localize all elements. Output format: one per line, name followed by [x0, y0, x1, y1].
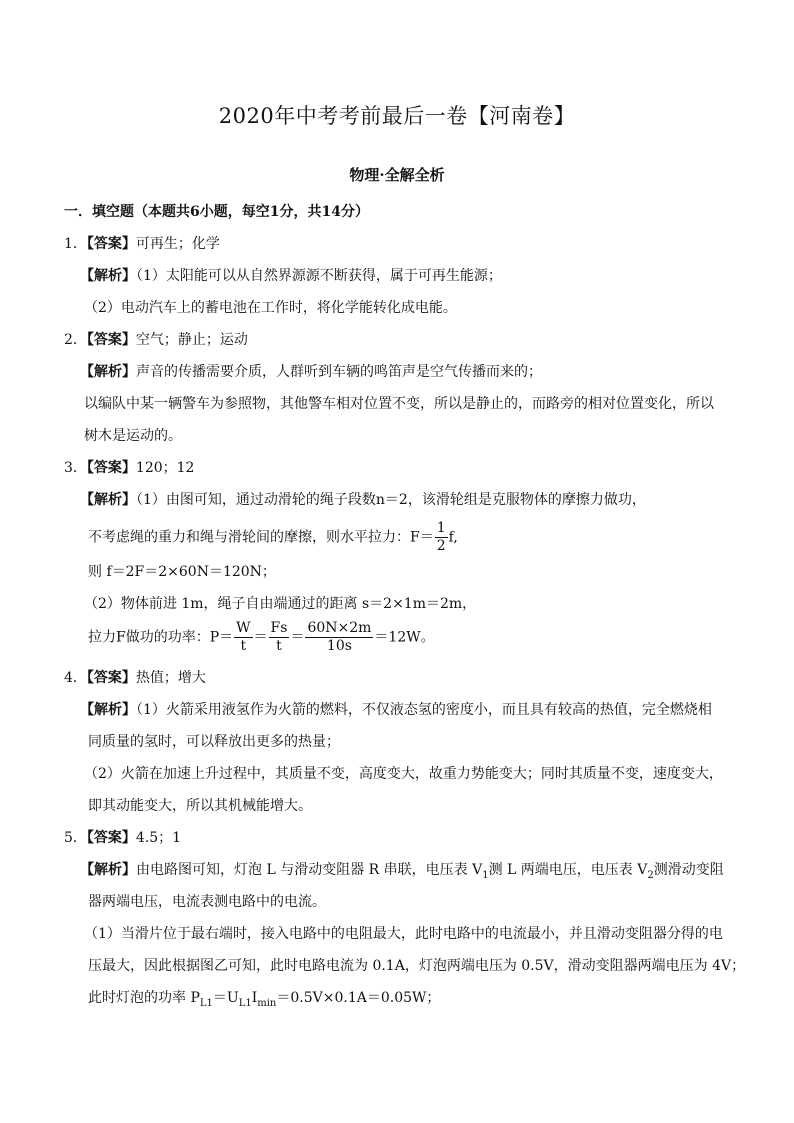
subscript: 1: [482, 869, 489, 881]
q2-explanation-2: 以编队中某一辆警车为参照物，其他警车相对位置不变，所以是静止的，而路旁的相对位置变化，所以: [84, 396, 714, 412]
subscript: min: [257, 997, 277, 1009]
q1-answer: 可再生；化学: [135, 236, 220, 252]
q5-exp5-d: ＝0.5V×0.1A＝0.05W；: [276, 990, 441, 1006]
q1-answer-tag: 【答案】: [86, 236, 136, 252]
fraction-denominator: 2: [436, 538, 446, 554]
q4-explanation-2: 同质量的氢时，可以释放出更多的热量；: [88, 734, 340, 750]
q1-number: 1．: [64, 236, 87, 252]
fraction-numerator: 60N×2m: [307, 620, 372, 636]
q5-exp1-a: 由电路图可知，灯泡 L 与滑动变阻器 R 串联，电压表 V: [136, 862, 483, 878]
q2-number: 2．: [64, 332, 87, 348]
q3-explanation-3: 则 f＝2F＝2×60N＝120N；: [88, 564, 276, 580]
q4-answer: 热值；增大: [135, 670, 206, 686]
q5-exp1-c: 测滑动变阻: [653, 862, 724, 878]
subscript: L1: [238, 997, 252, 1009]
q5-explanation-5: [88, 988, 440, 1014]
q4-explanation-3: （2）火箭在加速上升过程中，其质量不变，高度变大，故重力势能变大；同时其质量不变，速度变大，: [84, 766, 723, 782]
q1-explanation-text-1: （1）太阳能可以从自然界源源不断获得，属于可再生能源；: [136, 268, 502, 284]
page-title: 2020年中考考前最后一卷【河南卷】: [218, 104, 576, 128]
fraction-w-over-t: [234, 620, 252, 655]
fraction-denominator: t: [240, 638, 247, 654]
q4-explanation-4: 即其动能变大，所以其机械能增大。: [88, 798, 312, 814]
q1-explanation-tag: 【解析】: [80, 268, 136, 284]
q5-explanation-4: 压最大，因此根据图乙可知，此时电路电流为 0.1A，灯泡两端电压为 0.5V，滑动变阻器两端电压为 4V；: [88, 958, 746, 974]
fraction-half: [435, 520, 448, 555]
q4-answer-line: [64, 668, 206, 688]
q3-exp5-result: ＝12W。: [374, 629, 435, 646]
q1-answer-line: [64, 234, 220, 254]
equals-sign: ＝: [253, 629, 268, 646]
page-subtitle: 物理·全解全析: [349, 166, 445, 184]
q3-exp2-text: 不考虑绳的重力和绳与滑轮间的摩擦，则水平拉力：F＝: [88, 529, 434, 546]
fraction-denominator: t: [276, 638, 282, 654]
fraction-numerator: W: [236, 620, 251, 636]
q2-explanation-tag: 【解析】: [80, 364, 136, 380]
q4-explanation-1: [80, 700, 712, 720]
q3-number: 3．: [64, 460, 87, 476]
q4-explanation-text-1: （1）火箭采用液氢作为火箭的燃料，不仅液态氢的密度小，而且具有较高的热值，完全燃烧相: [136, 702, 712, 718]
q3-explanation-text-1: （1）由图可知，通过动滑轮的绳子段数n＝2，该滑轮组是克服物体的摩擦力做功，: [136, 492, 646, 508]
fraction-numeric: [305, 620, 373, 655]
q5-explanation-1: [80, 860, 724, 886]
fraction-numerator: Fs: [270, 620, 288, 636]
q3-explanation-tag: 【解析】: [80, 492, 136, 508]
q3-answer-line: [64, 458, 194, 478]
q5-exp1-b: 测 L 两端电压，电压表 V: [488, 862, 648, 878]
q2-answer-line: [64, 330, 248, 350]
q1-explanation-2: （2）电动汽车上的蓄电池在工作时，将化学能转化成电能。: [84, 300, 457, 316]
q5-explanation-3: （1）当滑片位于最右端时，接入电路中的电阻最大，此时电路中的电流最小，并且滑动变阻器分得的电: [84, 926, 723, 942]
q3-explanation-2: [88, 520, 458, 555]
q4-number: 4．: [64, 670, 87, 686]
q2-explanation-3: 树木是运动的。: [84, 428, 182, 444]
q2-explanation-text-1: 声音的传播需要介质，人群听到车辆的鸣笛声是空气传播而来的；: [136, 364, 542, 380]
q5-explanation-2: 器两端电压，电流表测电路中的电流。: [88, 894, 326, 910]
q3-explanation-5: [88, 620, 435, 655]
q4-explanation-tag: 【解析】: [80, 702, 136, 718]
q3-exp2-tail: f,: [448, 529, 458, 546]
q2-explanation-1: [80, 362, 542, 382]
q5-answer: 4.5；1: [135, 830, 182, 846]
q3-explanation-4: （2）物体前进 1m，绳子自由端通过的距离 s＝2×1m＝2m，: [84, 596, 477, 612]
q3-answer-tag: 【答案】: [86, 460, 136, 476]
q5-answer-tag: 【答案】: [86, 830, 136, 846]
equals-sign: ＝: [290, 629, 305, 646]
q1-explanation-1: [80, 266, 502, 286]
q3-exp5-text: 拉力F做功的功率：P＝: [88, 629, 234, 646]
section-heading: 一．填空题（本题共6小题，每空1分，共14分）: [64, 204, 369, 220]
q5-explanation-tag: 【解析】: [80, 862, 136, 878]
subscript: L1: [199, 997, 213, 1009]
q5-exp5-b: ＝U: [212, 990, 239, 1006]
q3-explanation-1: [80, 490, 646, 510]
q5-exp5-a: 此时灯泡的功率 P: [88, 990, 200, 1006]
q2-answer: 空气；静止；运动: [135, 332, 248, 348]
q5-answer-line: [64, 828, 181, 848]
q4-answer-tag: 【答案】: [86, 670, 136, 686]
q2-answer-tag: 【答案】: [86, 332, 136, 348]
subscript: 2: [647, 869, 654, 881]
q5-exp5-c: I: [251, 990, 258, 1006]
q3-answer: 120；12: [135, 460, 195, 476]
fraction-numerator: 1: [436, 520, 446, 536]
fraction-denominator: 10s: [326, 638, 352, 654]
fraction-fs-over-t: [269, 620, 290, 655]
q5-number: 5．: [64, 830, 87, 846]
